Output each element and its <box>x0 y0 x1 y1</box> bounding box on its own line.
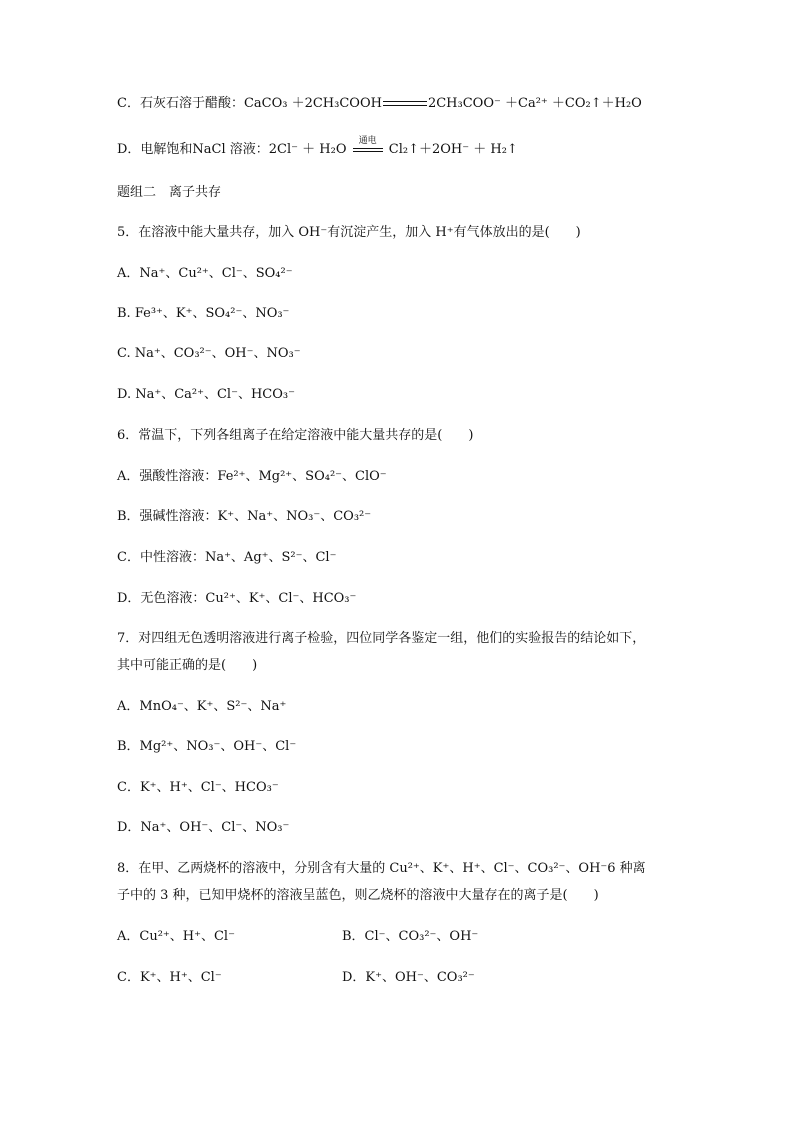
q8-options-row1 <box>117 927 717 947</box>
q8-option-c: C．K⁺、H⁺、Cl⁻ <box>117 970 222 985</box>
q4-option-d-left: D．电解饱和NaCl 溶液：2Cl⁻ ＋ H₂O <box>117 142 351 157</box>
q7-option-c: C．K⁺、H⁺、Cl⁻、HCO₃⁻ <box>117 780 279 795</box>
q4-option-d-right: Cl₂↑＋2OH⁻ ＋ H₂↑ <box>384 142 518 157</box>
q6-option-a: A．强酸性溶液：Fe²⁺、Mg²⁺、SO₄²⁻、ClO⁻ <box>117 469 387 484</box>
q4-option-c-left: C．石灰石溶于醋酸：CaCO₃ ＋2CH₃COOH <box>117 96 382 111</box>
q4-option-c <box>117 94 642 114</box>
q5-option-b: B. Fe³⁺、K⁺、SO₄²⁻、NO₃⁻ <box>117 306 290 321</box>
q8-options-row2 <box>117 968 717 988</box>
q6-stem: 6．常温下，下列各组离子在给定溶液中能大量共存的是( ) <box>117 428 474 443</box>
q5-stem: 5．在溶液中能大量共存，加入 OH⁻有沉淀产生，加入 H⁺有气体放出的是( ) <box>117 225 581 240</box>
q6-option-c: C．中性溶液：Na⁺、Ag⁺、S²⁻、Cl⁻ <box>117 550 337 565</box>
q8-stem-line1: 8．在甲、乙两烧杯的溶液中，分别含有大量的 Cu²⁺、K⁺、H⁺、Cl⁻、CO₃²⁻、OH⁻6 种离 <box>117 861 646 876</box>
q5-option-a: A．Na⁺、Cu²⁺、Cl⁻、SO₄²⁻ <box>117 266 293 281</box>
reaction-condition: 通电 <box>358 135 377 146</box>
q7-option-a: A．MnO₄⁻、K⁺、S²⁻、Na⁺ <box>117 699 287 714</box>
q4-option-d <box>117 135 518 160</box>
q7-stem-line1: 7．对四组无色透明溶液进行离子检验，四位同学各鉴定一组，他们的实验报告的结论如下， <box>117 631 646 646</box>
q7-option-d: D．Na⁺、OH⁻、Cl⁻、NO₃⁻ <box>117 820 290 835</box>
q7-option-b: B．Mg²⁺、NO₃⁻、OH⁻、Cl⁻ <box>117 739 297 754</box>
q5-option-d: D. Na⁺、Ca²⁺、Cl⁻、HCO₃⁻ <box>117 387 295 402</box>
q8-option-a: A．Cu²⁺、H⁺、Cl⁻ <box>117 929 235 944</box>
equals-sign <box>383 101 427 106</box>
q5-option-c: C. Na⁺、CO₃²⁻、OH⁻、NO₃⁻ <box>117 346 301 361</box>
q8-option-d: D．K⁺、OH⁻、CO₃²⁻ <box>342 970 475 985</box>
q8-stem-line2: 子中的 3 种，已知甲烧杯的溶液呈蓝色，则乙烧杯的溶液中大量存在的离子是( ) <box>117 888 599 903</box>
q6-option-b: B．强碱性溶液：K⁺、Na⁺、NO₃⁻、CO₃²⁻ <box>117 509 372 524</box>
section-heading: 题组二 离子共存 <box>117 185 222 200</box>
q6-option-d: D．无色溶液：Cu²⁺、K⁺、Cl⁻、HCO₃⁻ <box>117 591 357 606</box>
q4-option-c-right: 2CH₃COO⁻ ＋Ca²⁺ ＋CO₂↑＋H₂O <box>427 96 642 111</box>
electrolysis-arrow <box>351 135 385 152</box>
q7-stem-line2: 其中可能正确的是( ) <box>117 658 258 673</box>
q8-option-b: B．Cl⁻、CO₃²⁻、OH⁻ <box>342 929 479 944</box>
